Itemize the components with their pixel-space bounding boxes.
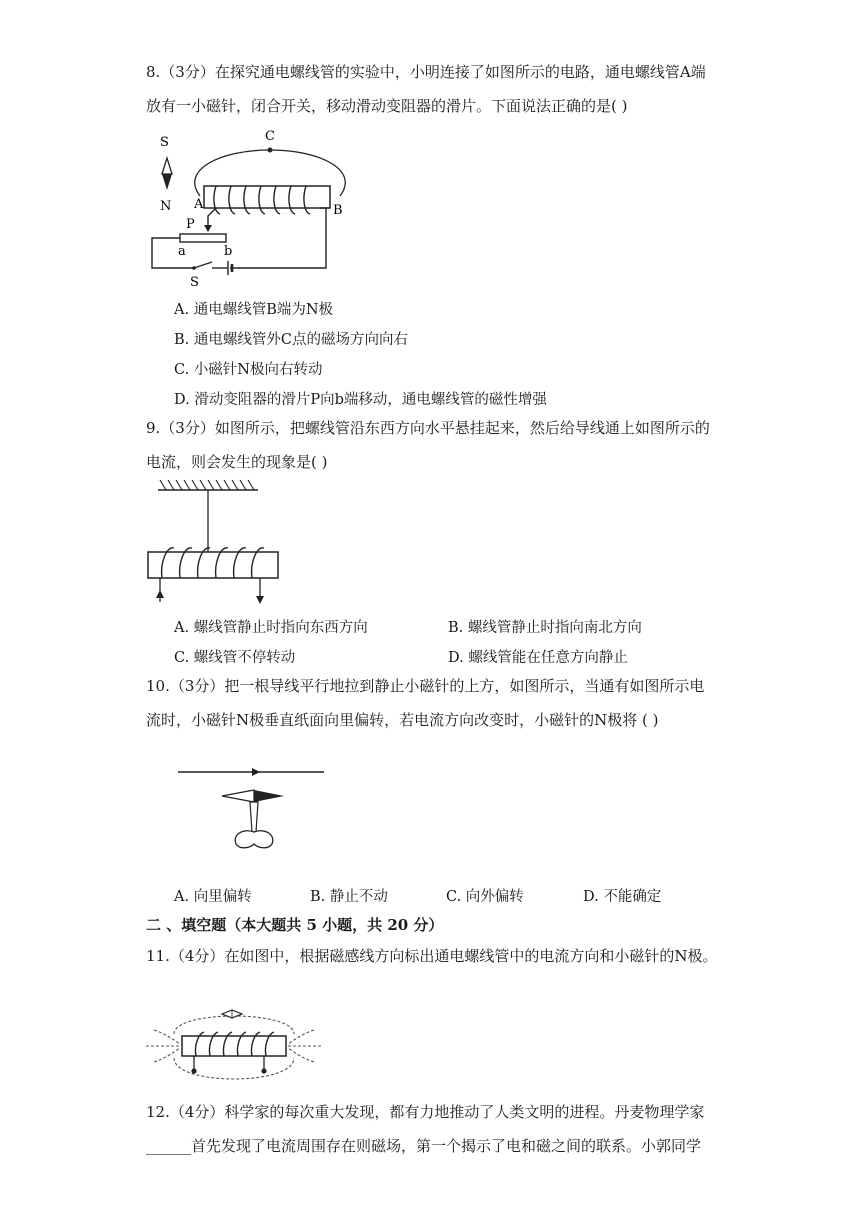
q8-text-line2: 放有一小磁针，闭合开关，移动滑动变阻器的滑片。下面说法正确的是( ) [146, 97, 628, 115]
q8-circuit-diagram [150, 128, 360, 288]
current-arrow [252, 768, 260, 776]
q8-label-C: C [265, 129, 275, 144]
wire-slider [208, 208, 216, 226]
q10-option-b: B. 静止不动 [310, 889, 388, 905]
q10-option-c: C. 向外偏转 [446, 889, 524, 905]
q8-option-c: C. 小磁针N极向右转动 [174, 362, 323, 378]
rheostat [180, 234, 226, 242]
q8-label-switch: S [190, 275, 199, 288]
q10-option-a: A. 向里偏转 [174, 889, 252, 905]
q8-label-A: A [194, 197, 204, 212]
q12-text-line2: ______首先发现了电流周围存在则磁场，第一个揭示了电和磁之间的联系。小郭同学 [146, 1137, 702, 1155]
current-arrow-down [256, 596, 264, 604]
q9-option-d: D. 螺线管能在任意方向静止 [448, 650, 628, 666]
needle-base [235, 831, 273, 848]
q10-option-d: D. 不能确定 [583, 889, 662, 905]
q8-text-line1: 8.（3分）在探究通电螺线管的实验中，小明连接了如图所示的电路，通电螺线管A端 [146, 63, 706, 81]
q11-text-line1: 11.（4分）在如图中，根据磁感线方向标出通电螺线管中的电流方向和小磁针的N极。 [146, 947, 718, 965]
q11-field-lines-solenoid [144, 1000, 324, 1090]
slider-arrow [204, 225, 212, 232]
q9-text-line1: 9.（3分）如图所示，把螺线管沿东西方向水平悬挂起来，然后给导线通上如图所示的 [146, 419, 710, 437]
q8-figure [150, 128, 360, 288]
q8-label-b: b [224, 244, 233, 259]
solenoid-tube [148, 552, 278, 578]
q8-option-b: B. 通电螺线管外C点的磁场方向向右 [174, 332, 408, 348]
compass-needle-upper [162, 158, 172, 174]
section-title: 二 、填空题（本大题共 5 小题，共 20 分） [146, 916, 444, 934]
q9-figure [140, 478, 290, 610]
switch-lever [194, 262, 212, 268]
q8-option-a: A. 通电螺线管B端为N极 [174, 302, 334, 318]
q8-label-S: S [160, 135, 169, 150]
q8-label-B: B [333, 203, 343, 218]
q8-label-a: a [178, 244, 186, 259]
q8-label-N: N [160, 199, 172, 214]
point-C [268, 148, 273, 153]
q8-label-P: P [186, 217, 195, 232]
solenoid-tube [204, 186, 330, 208]
ceiling-hatch [160, 480, 254, 490]
q8-option-d: D. 滑动变阻器的滑片P向b端移动，通电螺线管的磁性增强 [174, 392, 547, 408]
q10-text-line2: 流时，小磁针N极垂直纸面向里偏转，若电流方向改变时，小磁针的N极将 ( ) [146, 711, 659, 729]
compass-needle-lower [162, 174, 172, 190]
wire-right [230, 208, 326, 268]
q9-option-a: A. 螺线管静止时指向东西方向 [174, 620, 368, 636]
q11-figure [144, 1000, 324, 1090]
q10-figure [172, 760, 332, 860]
needle-white-half [222, 790, 254, 802]
q9-option-b: B. 螺线管静止时指向南北方向 [448, 620, 642, 636]
q10-text-line1: 10.（3分）把一根导线平行地拉到静止小磁针的上方，如图所示，当通有如图所示电 [146, 677, 705, 695]
q10-wire-and-needle [172, 760, 332, 860]
current-arrow-up [156, 590, 164, 598]
needle-black-half [254, 790, 284, 802]
q12-text-line1: 12.（4分）科学家的每次重大发现，都有力地推动了人类文明的进程。丹麦物理学家 [146, 1103, 705, 1121]
q9-suspended-solenoid [140, 478, 290, 610]
terminal-left [191, 1068, 196, 1073]
terminal-right [261, 1068, 266, 1073]
q9-text-line2: 电流，则会发生的现象是( ) [146, 453, 328, 471]
q9-option-c: C. 螺线管不停转动 [174, 650, 296, 666]
